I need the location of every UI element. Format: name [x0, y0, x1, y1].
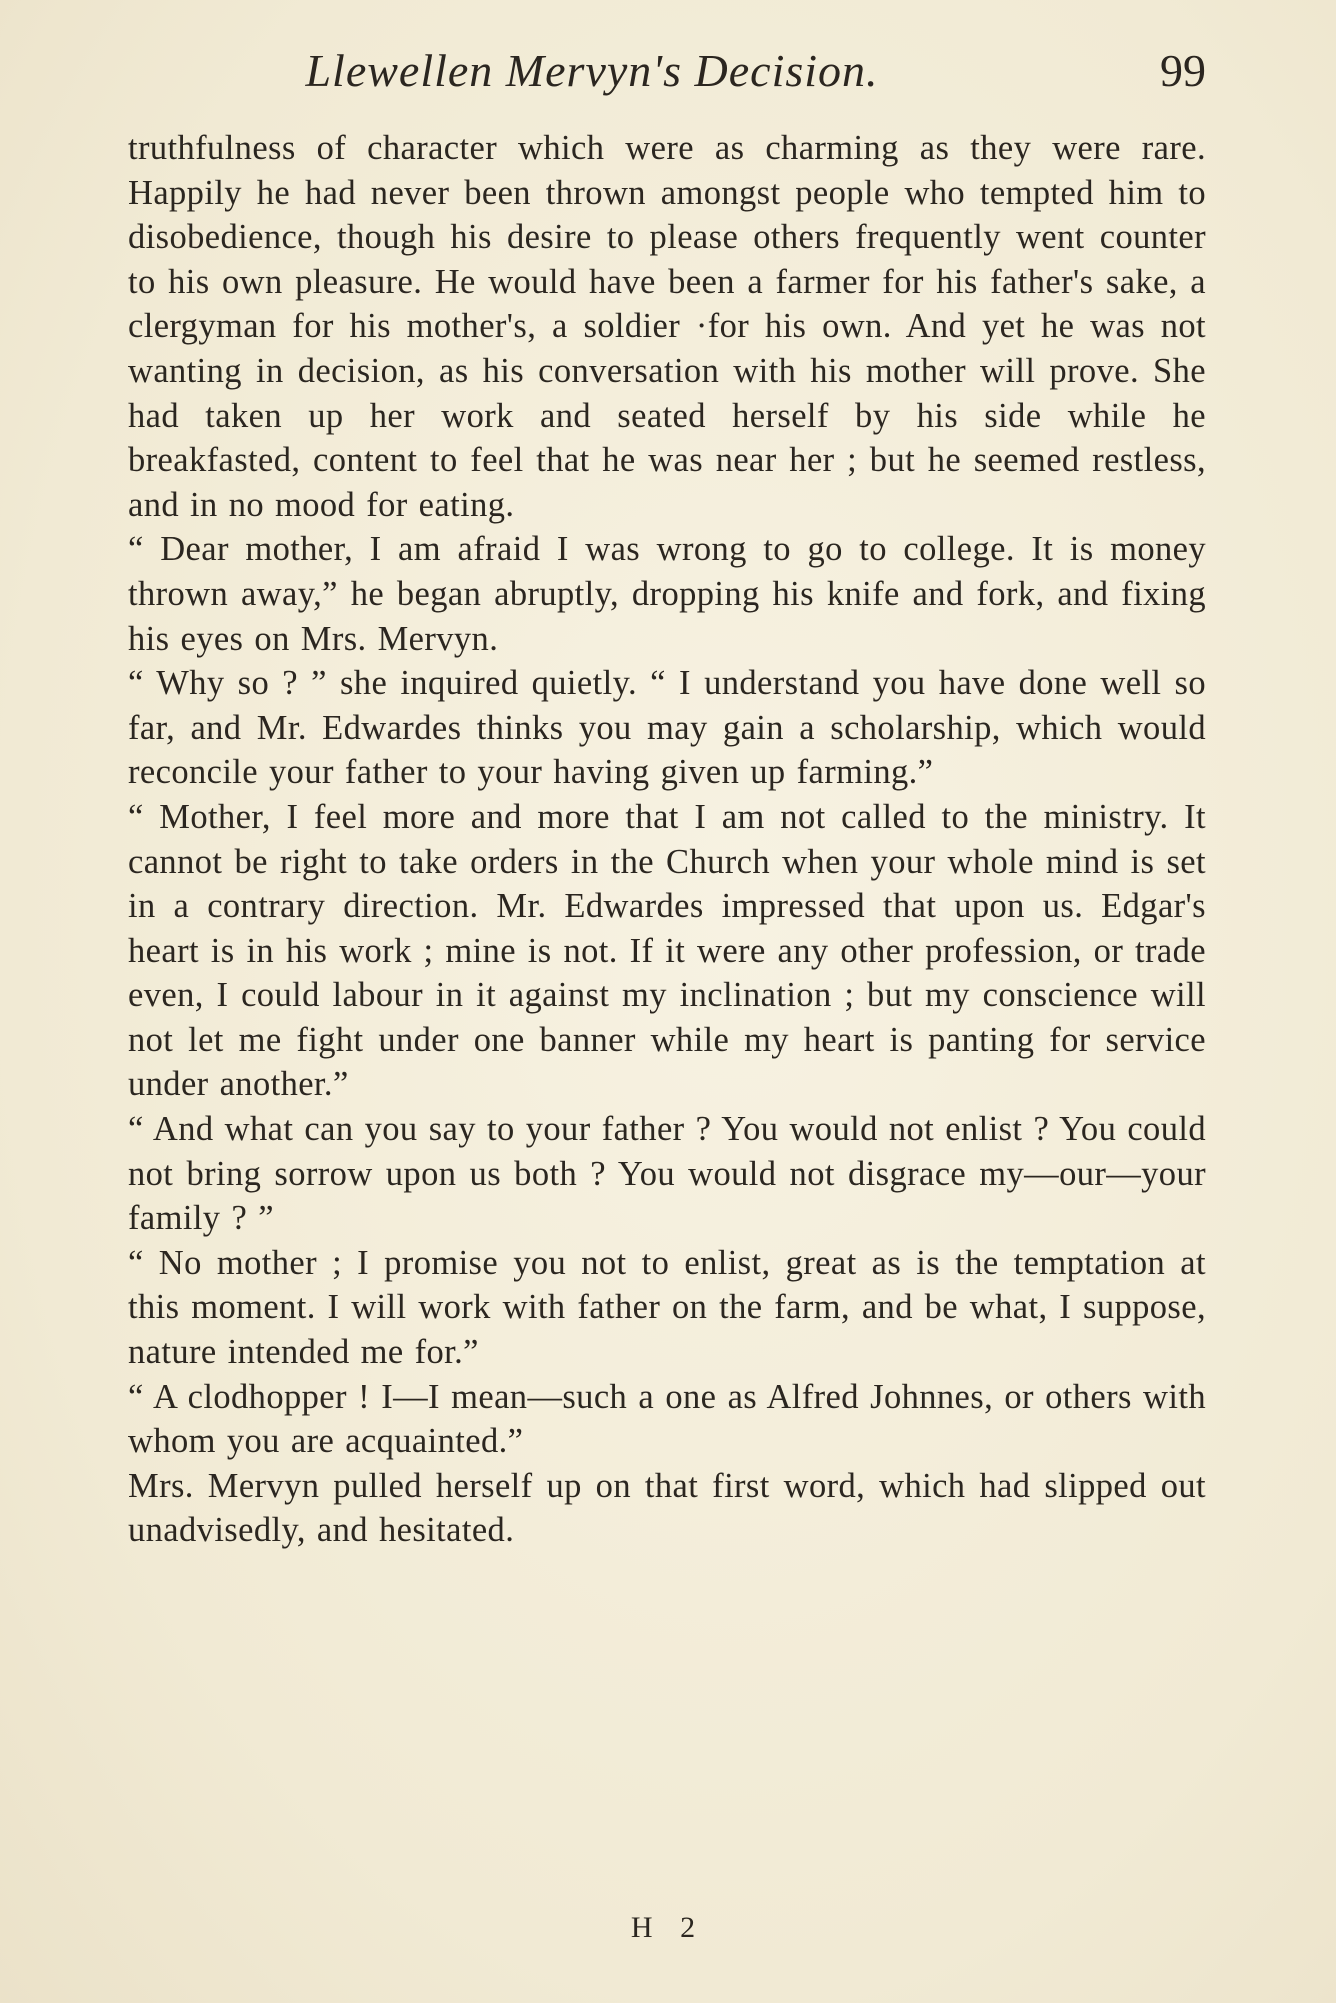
running-title: Llewellen Mervyn's Decision.: [305, 45, 879, 96]
body-text: [128, 126, 1206, 1553]
signature-mark: H 2: [630, 1911, 706, 1944]
paragraph: “ A clodhopper ! I—I mean—such a one as Alfred Johnnes, or others with whom you are acquainted.”: [128, 1377, 1206, 1461]
paragraph: “ Mother, I feel more and more that I am not called to the ministry. It cannot be right to take orders in the Church when your whole mind is set in a contrary direction. Mr. Edwardes impressed that upon us. Edgar's heart is in his work ; mine is not. If it were any other profession, or trade even, I could labour in it against my inclination ; but my conscience will not let me fight under one banner while my heart is panting for service under another.”: [128, 797, 1206, 1104]
paragraph: “ Dear mother, I am afraid I was wrong to go to college. It is money thrown away,” he began abruptly, dropping his knife and fork, and fixing his eyes on Mrs. Mervyn.: [128, 530, 1206, 658]
paragraph: truthfulness of character which were as charming as they were rare. Happily he had never been thrown amongst people who tempted him to disobedience, though his desire to please others frequently went counter to his own pleasure. He would have been a farmer for his father's sake, a clergyman for his mother's, a soldier ·for his own. And yet he was not wanting in decision, as his conversation with his mother will prove. She had taken up her work and seated herself by his side while he breakfasted, content to feel that he was near her ; but he seemed restless, and in no mood for eating.: [128, 129, 1206, 524]
paragraph: “ And what can you say to your father ? You would not enlist ? You could not bring sorrow upon us both ? You would not disgrace my—our—your family ? ”: [128, 1110, 1206, 1238]
paragraph: Mrs. Mervyn pulled herself up on that first word, which had slipped out unadvisedly, and hesitated.: [128, 1466, 1206, 1550]
page-number: 99: [1160, 45, 1206, 96]
paragraph: “ Why so ? ” she inquired quietly. “ I understand you have done well so far, and Mr. Edwardes thinks you may gain a scholarship, which would reconcile your father to your having given up farming.”: [128, 664, 1206, 792]
paragraph: “ No mother ; I promise you not to enlist, great as is the temptation at this moment. I will work with father on the farm, and be what, I suppose, nature intended me for.”: [128, 1243, 1206, 1372]
running-head: [128, 36, 1206, 106]
